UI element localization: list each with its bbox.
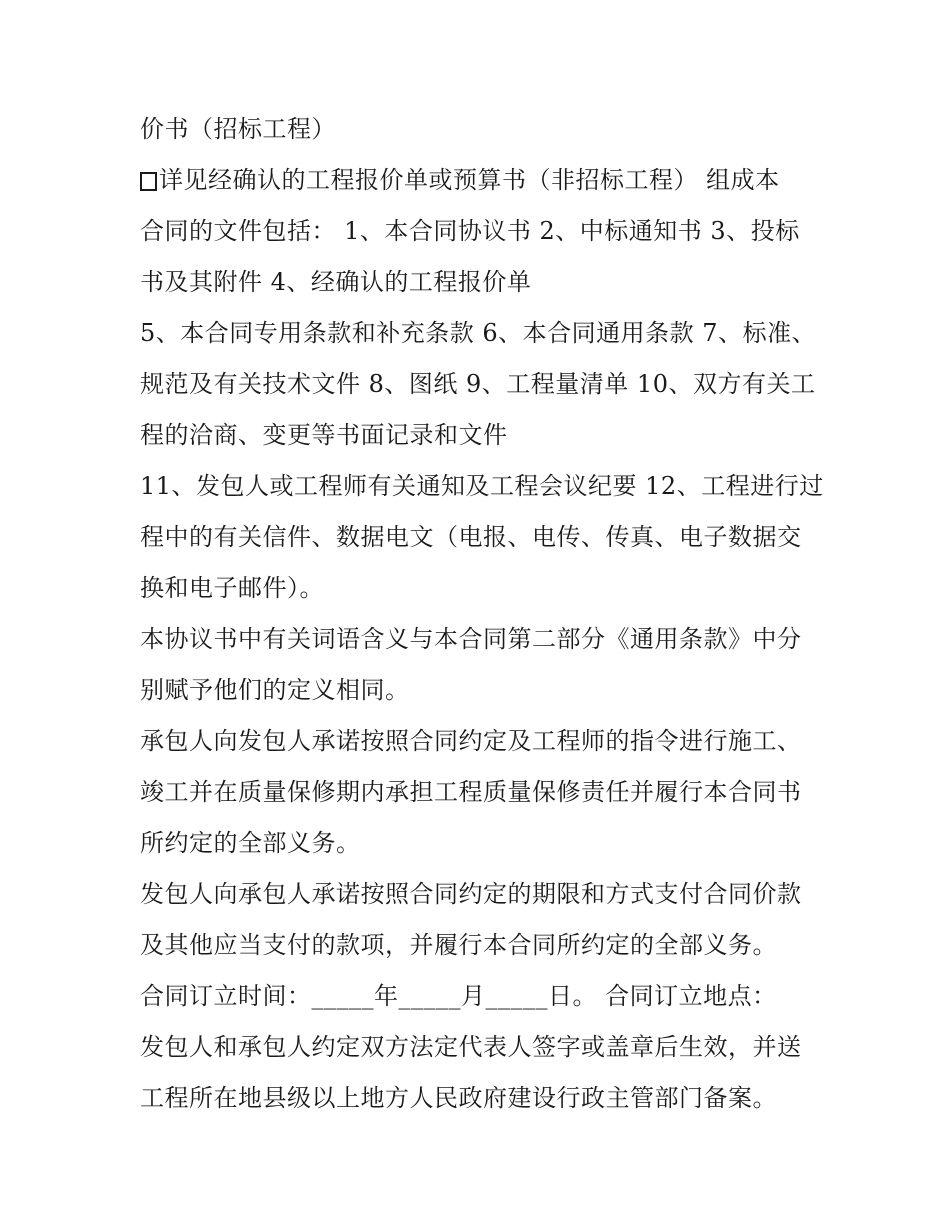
text-line: 程中的有关信件、数据电文（电报、电传、传真、电子数据交 bbox=[140, 523, 802, 551]
text-line: 发包人向承包人承诺按照合同约定的期限和方式支付合同价款 bbox=[140, 880, 802, 908]
text-line: 换和电子邮件）。 bbox=[140, 574, 324, 602]
text-line: 5、本合同专用条款和补充条款 6、本合同通用条款 7、标准、 bbox=[140, 319, 817, 347]
text-line bbox=[140, 155, 830, 206]
text-line-content: 详见经确认的工程报价单或预算书（非招标工程） 组成本 bbox=[159, 166, 780, 194]
text-line: 别赋予他们的定义相同。 bbox=[140, 676, 410, 704]
text-line: 程的洽商、变更等书面记录和文件 bbox=[140, 421, 508, 449]
text-line: 承包人向发包人承诺按照合同约定及工程师的指令进行施工、 bbox=[140, 727, 802, 755]
contract-text-body bbox=[140, 104, 830, 1124]
text-line: 本协议书中有关词语含义与本合同第二部分《通用条款》中分 bbox=[140, 625, 802, 653]
checkbox-icon[interactable] bbox=[140, 172, 157, 191]
text-line: 及其他应当支付的款项，并履行本合同所约定的全部义务。 bbox=[140, 931, 777, 959]
text-line: 价书（招标工程） bbox=[140, 115, 336, 143]
text-line: 工程所在地县级以上地方人民政府建设行政主管部门备案。 bbox=[140, 1084, 777, 1112]
text-line: 规范及有关技术文件 8、图纸 9、工程量清单 10、双方有关工 bbox=[140, 370, 816, 398]
text-line: 发包人和承包人约定双方法定代表人签字或盖章后生效，并送 bbox=[140, 1033, 802, 1061]
text-line: 书及其附件 4、经确认的工程报价单 bbox=[140, 268, 532, 296]
text-line: 竣工并在质量保修期内承担工程质量保修责任并履行本合同书 bbox=[140, 778, 802, 806]
text-line: 11、发包人或工程师有关通知及工程会议纪要 12、工程进行过 bbox=[140, 472, 824, 500]
text-line: 所约定的全部义务。 bbox=[140, 829, 361, 857]
text-line: 合同订立时间：_____年_____月_____日。 合同订立地点： bbox=[140, 982, 777, 1010]
text-line: 合同的文件包括： 1、本合同协议书 2、中标通知书 3、投标 bbox=[140, 217, 800, 245]
